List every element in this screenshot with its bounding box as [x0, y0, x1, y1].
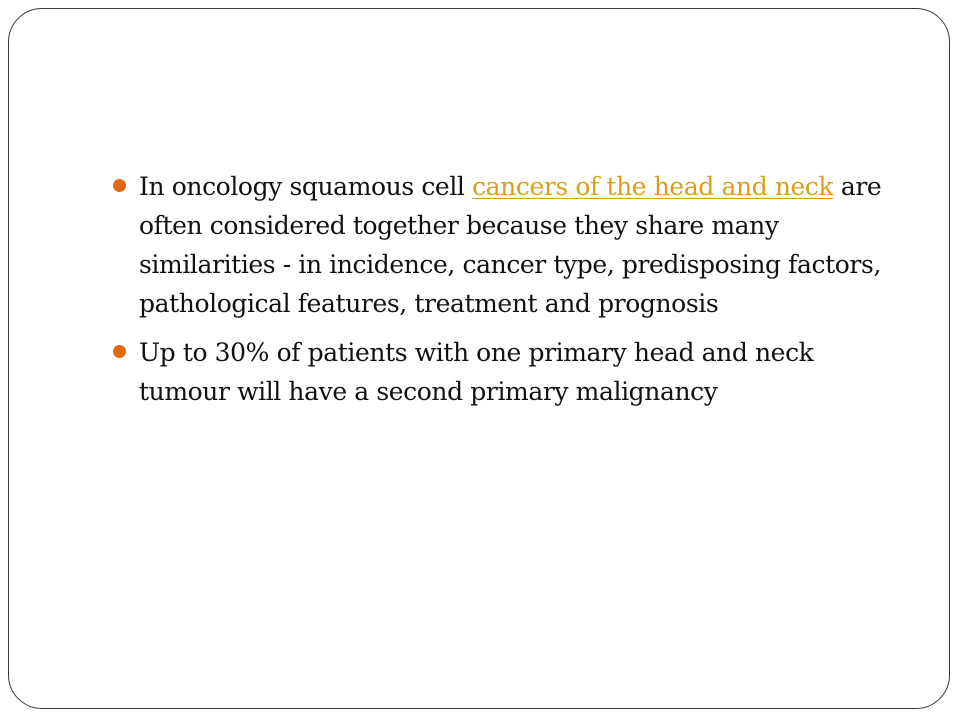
- bullet-dot-icon: [113, 179, 126, 192]
- bullet-text-prefix: In oncology squamous cell: [139, 172, 473, 201]
- slide-content: [113, 167, 903, 421]
- bullet-dot-icon: [113, 345, 126, 358]
- head-and-neck-cancer-link[interactable]: cancers of the head and neck: [472, 172, 834, 201]
- bullet-text-suffix: are often considered together because they share many similarities - in incidence, cancer type, predisposing factors, pathological features, treatment and prognosis: [139, 172, 882, 318]
- bullet-text: Up to 30% of patients with one primary head and neck tumour will have a second primary malignancy: [139, 338, 814, 406]
- bullet-list: [113, 167, 903, 411]
- slide-frame: [8, 8, 950, 709]
- bullet-item: [113, 167, 903, 323]
- bullet-item: [113, 333, 903, 411]
